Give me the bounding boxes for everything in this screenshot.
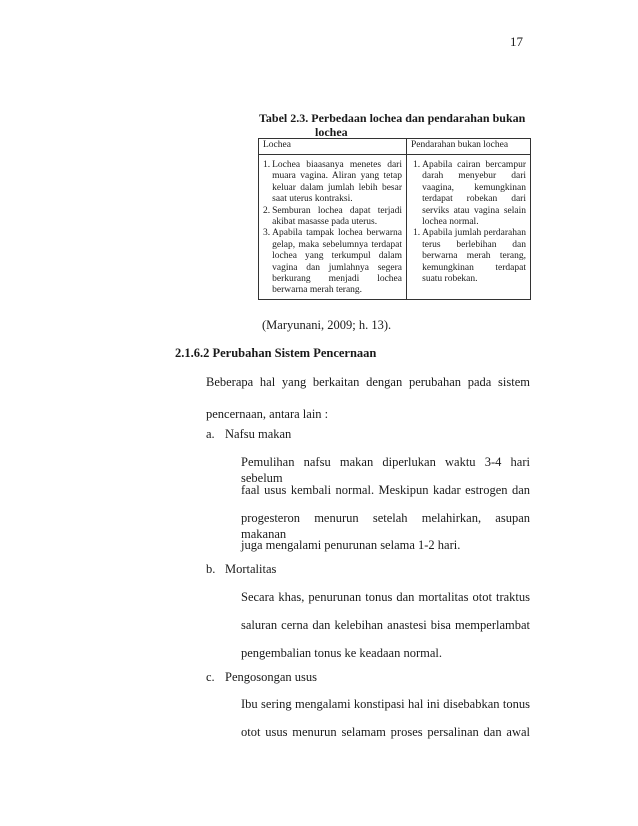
list-item	[411, 160, 526, 228]
comparison-table	[258, 138, 531, 300]
subheading-pengosongan-usus	[206, 669, 317, 685]
list-item-text: Apabila tampak lochea berwarna gelap, maka sebelumnya terdapat lochea yang terkumpul dalam vagina dan jumlahnya segera berkurang menjadi lochea berwarna merah terang.	[272, 228, 402, 296]
intro-line: pencernaan, antara lain :	[206, 407, 329, 421]
paragraph-line: pengembalian tonus ke keadaan normal.	[241, 646, 442, 660]
subheading-label: a.	[206, 427, 215, 441]
table-caption	[259, 111, 549, 139]
table-header-non-lochea: Pendarahan bukan lochea	[407, 139, 531, 155]
table-header-lochea: Lochea	[259, 139, 407, 155]
subheading-title: Pengosongan usus	[225, 670, 318, 684]
paragraph-line: juga mengalami penurunan selama 1-2 hari.	[241, 538, 461, 552]
intro-line: Beberapa hal yang berkaitan dengan perubahan pada sistem	[206, 375, 530, 389]
table-caption-line2: lochea	[315, 125, 348, 139]
paragraph-line: faal usus kembali normal. Meskipun kadar estrogen dan	[241, 483, 530, 497]
paragraph-line: saluran cerna dan kelebihan anastesi bisa memperlambat	[241, 618, 530, 632]
subheading-label: b.	[206, 562, 216, 576]
list-item-number: 1.	[413, 228, 421, 239]
paragraph-line: otot usus menurun selamam proses persalinan dan awal	[241, 725, 530, 739]
list-item-number: 1.	[263, 160, 271, 170]
list-item	[263, 160, 402, 206]
table-header-row	[259, 139, 531, 155]
table-source-citation: (Maryunani, 2009; h. 13).	[262, 318, 392, 332]
list-item-number: 1.	[413, 160, 421, 170]
subheading-mortalitas	[206, 561, 276, 577]
list-item	[263, 206, 402, 229]
paragraph-line: Secara khas, penurunan tonus dan mortalitas otot traktus	[241, 590, 530, 604]
list-item-number: 2.	[263, 205, 271, 216]
section-heading: 2.1.6.2 Perubahan Sistem Pencernaan	[175, 346, 377, 360]
list-item-text: Semburan lochea dapat terjadi akibat masasse pada uterus.	[272, 205, 402, 228]
paragraph-line: Pemulihan nafsu makan diperlukan waktu 3-4 hari sebelum	[241, 455, 530, 485]
table-caption-line1: Tabel 2.3. Perbedaan lochea dan pendarahan bukan	[259, 111, 526, 125]
paragraph-line: Ibu sering mengalami konstipasi hal ini disebabkan tonus	[241, 697, 530, 711]
list-item-number: 3.	[263, 228, 271, 239]
table-cell-non-lochea	[407, 155, 531, 300]
list-item	[411, 228, 526, 285]
subheading-nafsu-makan	[206, 426, 291, 442]
subheading-label: c.	[206, 670, 215, 684]
list-item-text: Apabila jumlah perdarahan terus berlebihan dan berwarna merah terang, kemungkinan terdapat suatu robekan.	[422, 228, 526, 285]
table-row	[259, 155, 531, 300]
paragraph-line: progesteron menurun setelah melahirkan, asupan makanan	[241, 511, 530, 541]
subheading-title: Mortalitas	[225, 562, 277, 576]
list-item	[263, 228, 402, 296]
subheading-title: Nafsu makan	[225, 427, 292, 441]
list-item-text: Lochea biaasanya menetes dari muara vagina. Aliran yang tetap keluar dalam jumlah lebih besar saat uterus kontraksi.	[272, 160, 402, 205]
page-number: 17	[510, 34, 523, 49]
table-cell-lochea	[259, 155, 407, 300]
list-item-text: Apabila cairan bercampur darah menyebur dari vaagina, kemungkinan terdapat robekan dari serviks atau vagina selain lochea normal.	[422, 160, 526, 228]
